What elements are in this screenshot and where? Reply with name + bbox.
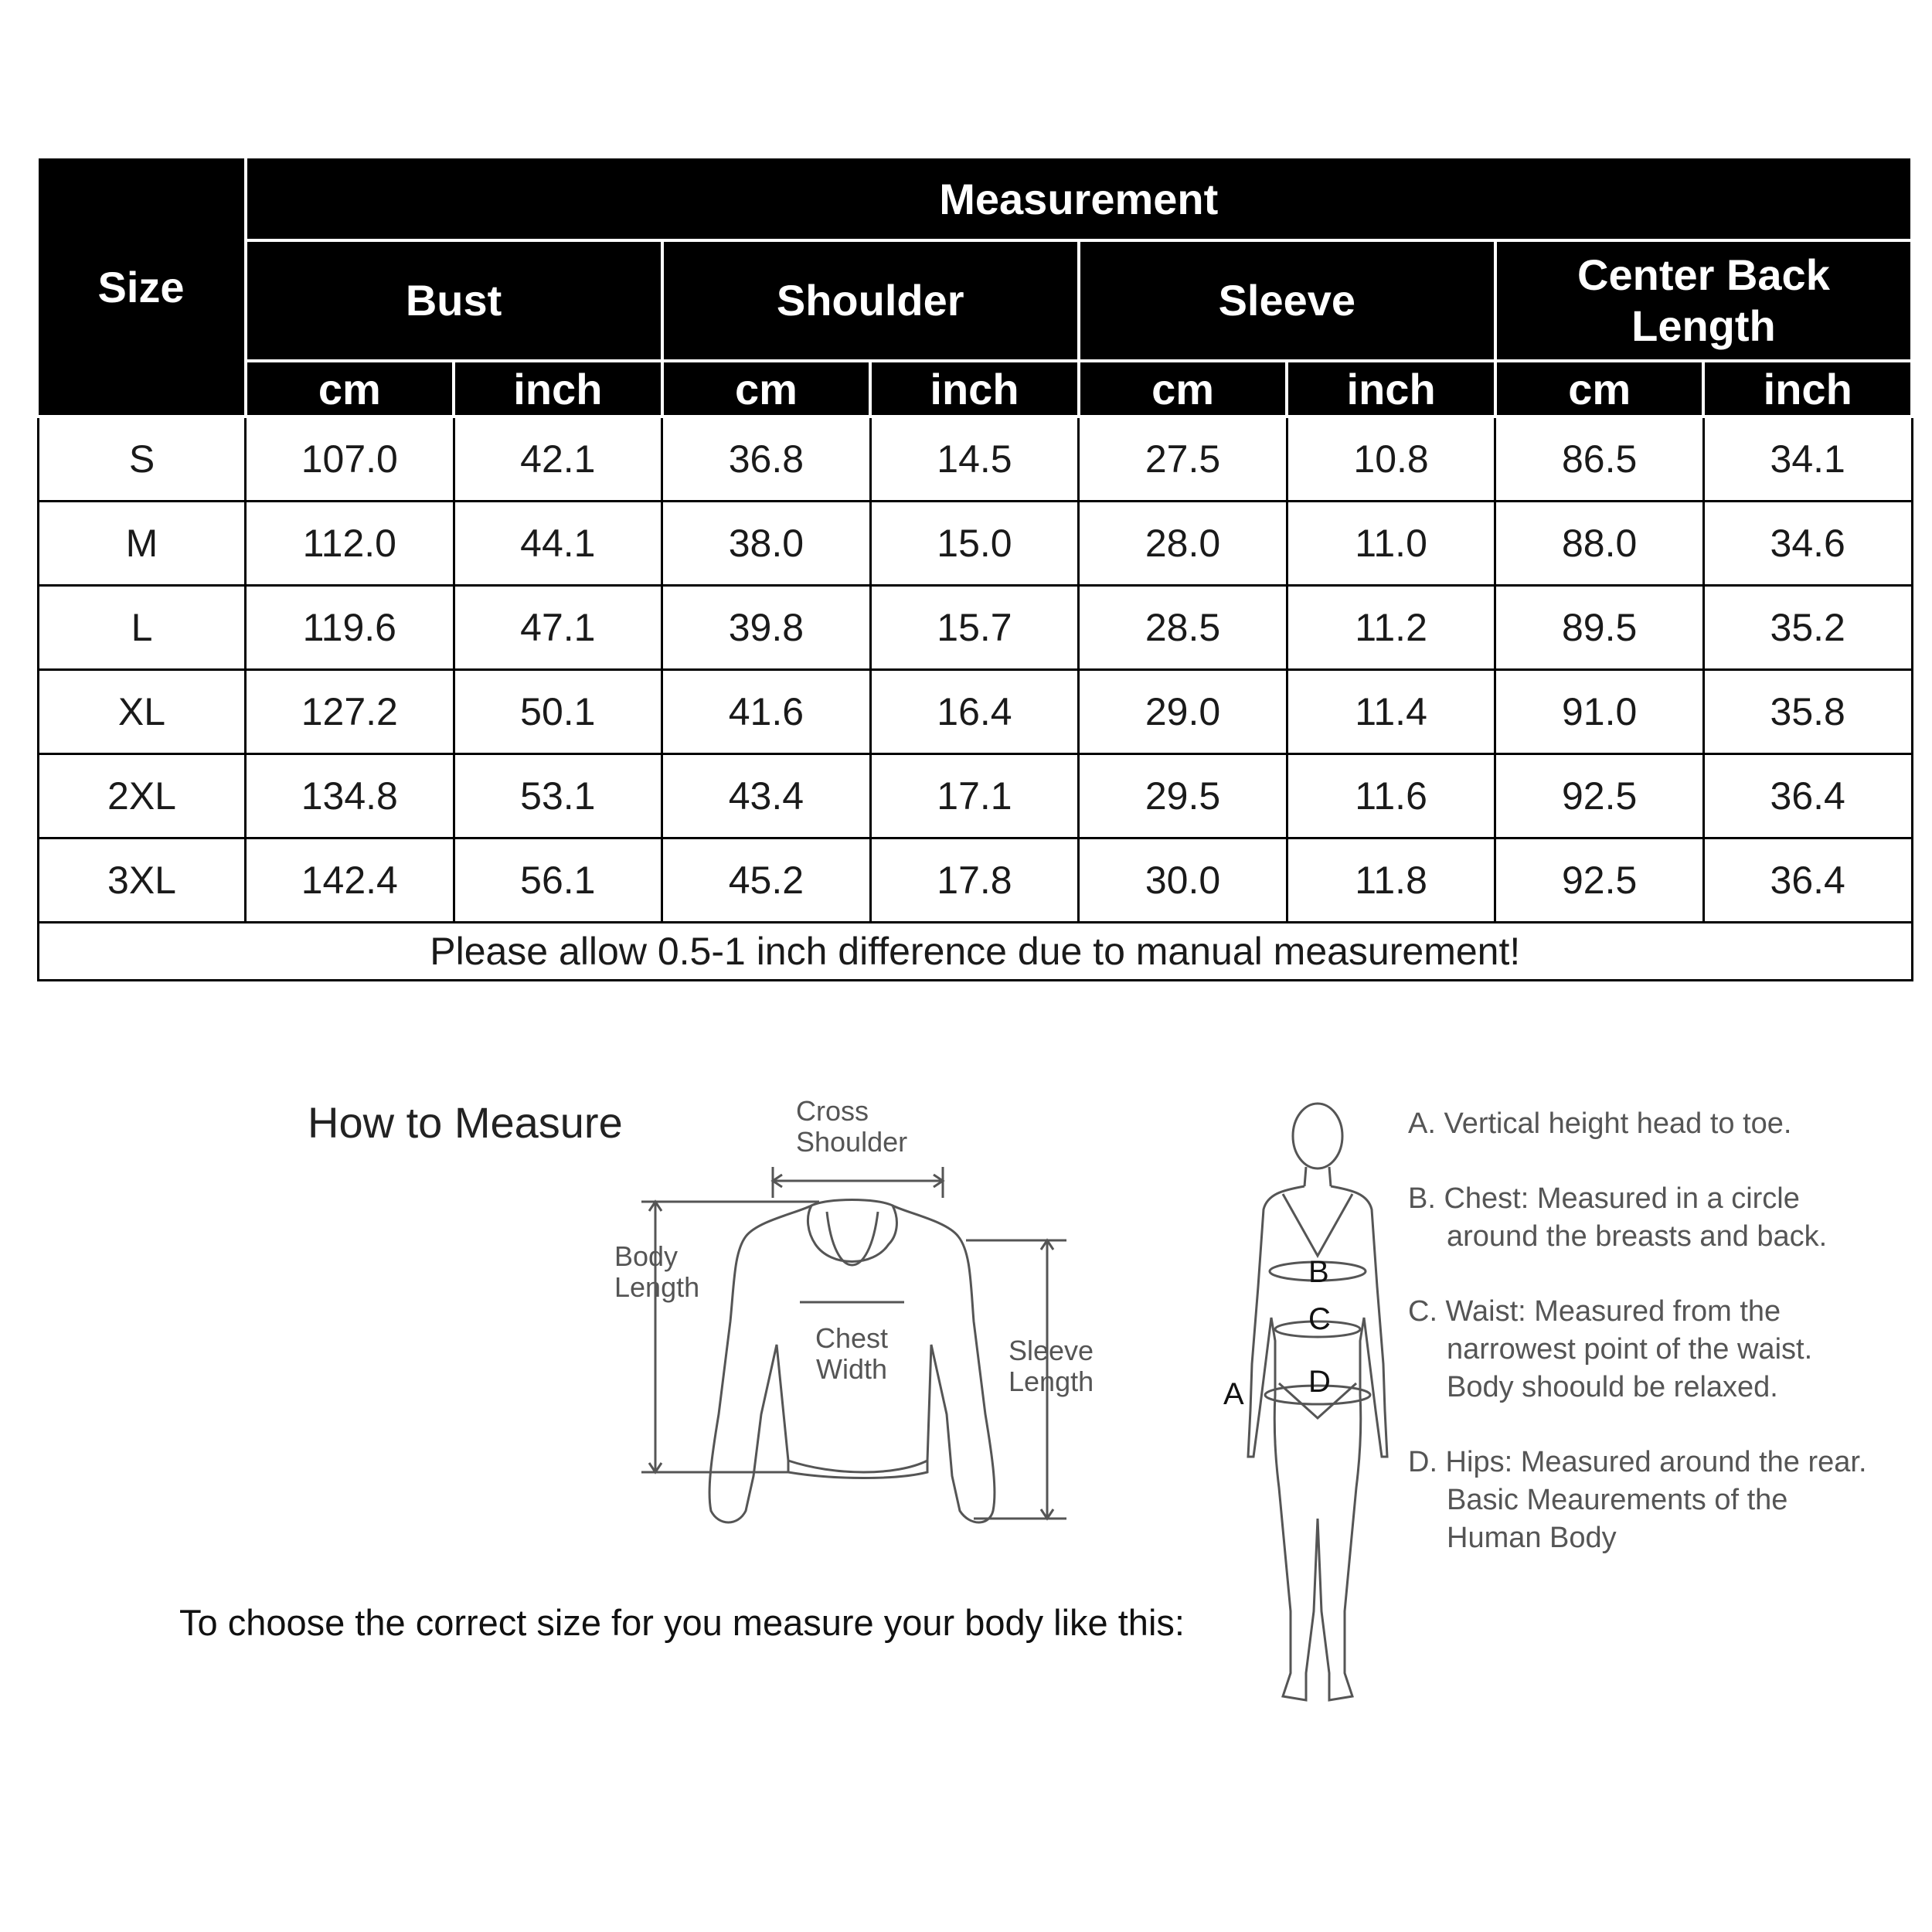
value-cell: 14.5 — [870, 417, 1079, 502]
legend-item-c: C. Waist: Measured from the narrowest point of the waist. Body shoould be relaxed. — [1408, 1295, 1813, 1403]
value-cell: 28.5 — [1079, 586, 1287, 670]
value-cell: 43.4 — [662, 754, 871, 838]
unit-header: inch — [454, 361, 662, 417]
value-cell: 34.6 — [1703, 502, 1912, 586]
value-cell: 50.1 — [454, 670, 662, 754]
value-cell: 17.8 — [870, 838, 1079, 923]
value-cell: 44.1 — [454, 502, 662, 586]
value-cell: 11.4 — [1287, 670, 1495, 754]
value-cell: 16.4 — [870, 670, 1079, 754]
cross-shoulder-label — [796, 1096, 907, 1158]
unit-header: cm — [246, 361, 454, 417]
how-to-measure-title: How to Measure — [308, 1098, 623, 1147]
legend-item-a: A. Vertical height head to toe. — [1408, 1107, 1792, 1140]
value-cell: 35.8 — [1703, 670, 1912, 754]
value-cell: 29.5 — [1079, 754, 1287, 838]
bust-header: Bust — [246, 240, 662, 361]
value-cell: 45.2 — [662, 838, 871, 923]
sleeve-length-label-line2: Length — [1009, 1366, 1094, 1397]
measurement-header: Measurement — [246, 158, 1913, 240]
value-cell: 28.0 — [1079, 502, 1287, 586]
value-cell: 91.0 — [1495, 670, 1704, 754]
value-cell: 92.5 — [1495, 754, 1704, 838]
unit-header: cm — [662, 361, 871, 417]
unit-header: inch — [1703, 361, 1912, 417]
value-cell: 34.1 — [1703, 417, 1912, 502]
table-row — [39, 838, 1913, 923]
chest-width-label-line2: Width — [816, 1353, 888, 1385]
value-cell: 27.5 — [1079, 417, 1287, 502]
table-row — [39, 754, 1913, 838]
value-cell: 11.0 — [1287, 502, 1495, 586]
value-cell: 11.8 — [1287, 838, 1495, 923]
size-cell: XL — [39, 670, 246, 754]
value-cell: 41.6 — [662, 670, 871, 754]
value-cell: 142.4 — [246, 838, 454, 923]
legend-item-d: D. Hips: Measured around the rear. Basic Meaurements of the Human Body — [1408, 1446, 1867, 1554]
legend-item-b: B. Chest: Measured in a circle around the breasts and back. — [1408, 1182, 1828, 1253]
value-cell: 119.6 — [246, 586, 454, 670]
sleeve-length-label-line1: Sleeve — [1009, 1335, 1094, 1366]
value-cell: 53.1 — [454, 754, 662, 838]
table-row — [39, 670, 1913, 754]
center-back-length-label: Center Back Length — [1577, 250, 1830, 350]
figure-letter-c: C — [1308, 1302, 1331, 1336]
value-cell: 88.0 — [1495, 502, 1704, 586]
table-row — [39, 586, 1913, 670]
size-cell: S — [39, 417, 246, 502]
measurement-note: Please allow 0.5-1 inch difference due to manual measurement! — [39, 923, 1913, 981]
value-cell: 35.2 — [1703, 586, 1912, 670]
value-cell: 134.8 — [246, 754, 454, 838]
sleeve-header: Sleeve — [1079, 240, 1495, 361]
value-cell: 11.6 — [1287, 754, 1495, 838]
measurement-legend — [1408, 1105, 1872, 1594]
table-row — [39, 502, 1913, 586]
value-cell: 92.5 — [1495, 838, 1704, 923]
value-cell: 112.0 — [246, 502, 454, 586]
value-cell: 10.8 — [1287, 417, 1495, 502]
note-row — [39, 923, 1913, 981]
value-cell: 107.0 — [246, 417, 454, 502]
value-cell: 38.0 — [662, 502, 871, 586]
choose-size-instruction: To choose the correct size for you measure your body like this: — [179, 1602, 1185, 1643]
figure-letter-b: B — [1308, 1255, 1329, 1289]
value-cell: 30.0 — [1079, 838, 1287, 923]
size-cell: 2XL — [39, 754, 246, 838]
value-cell: 47.1 — [454, 586, 662, 670]
value-cell: 89.5 — [1495, 586, 1704, 670]
figure-letter-d: D — [1308, 1365, 1331, 1399]
size-cell: L — [39, 586, 246, 670]
body-length-label — [614, 1241, 699, 1303]
chest-width-label-line1: Chest — [815, 1322, 889, 1354]
value-cell: 29.0 — [1079, 670, 1287, 754]
chest-width-label — [815, 1323, 888, 1385]
value-cell: 36.4 — [1703, 838, 1912, 923]
table-row — [39, 417, 1913, 502]
sleeve-length-label — [1009, 1335, 1094, 1397]
value-cell: 86.5 — [1495, 417, 1704, 502]
unit-header: inch — [1287, 361, 1495, 417]
shoulder-header: Shoulder — [662, 240, 1079, 361]
size-header: Size — [39, 158, 246, 417]
value-cell: 56.1 — [454, 838, 662, 923]
value-cell: 42.1 — [454, 417, 662, 502]
size-cell: 3XL — [39, 838, 246, 923]
size-cell: M — [39, 502, 246, 586]
value-cell: 127.2 — [246, 670, 454, 754]
value-cell: 39.8 — [662, 586, 871, 670]
unit-header: cm — [1079, 361, 1287, 417]
value-cell: 36.8 — [662, 417, 871, 502]
size-chart-table — [37, 158, 1913, 981]
value-cell: 15.7 — [870, 586, 1079, 670]
figure-letter-a: A — [1223, 1377, 1244, 1411]
value-cell: 36.4 — [1703, 754, 1912, 838]
center-back-length-header — [1495, 240, 1912, 361]
value-cell: 17.1 — [870, 754, 1079, 838]
body-length-label-line2: Length — [614, 1271, 700, 1303]
unit-header: cm — [1495, 361, 1704, 417]
unit-header: inch — [870, 361, 1079, 417]
value-cell: 15.0 — [870, 502, 1079, 586]
size-table-body — [39, 417, 1913, 981]
cross-shoulder-label-line2: Shoulder — [796, 1126, 908, 1158]
value-cell: 11.2 — [1287, 586, 1495, 670]
cross-shoulder-label-line1: Cross — [796, 1095, 869, 1127]
body-length-label-line1: Body — [614, 1240, 679, 1272]
